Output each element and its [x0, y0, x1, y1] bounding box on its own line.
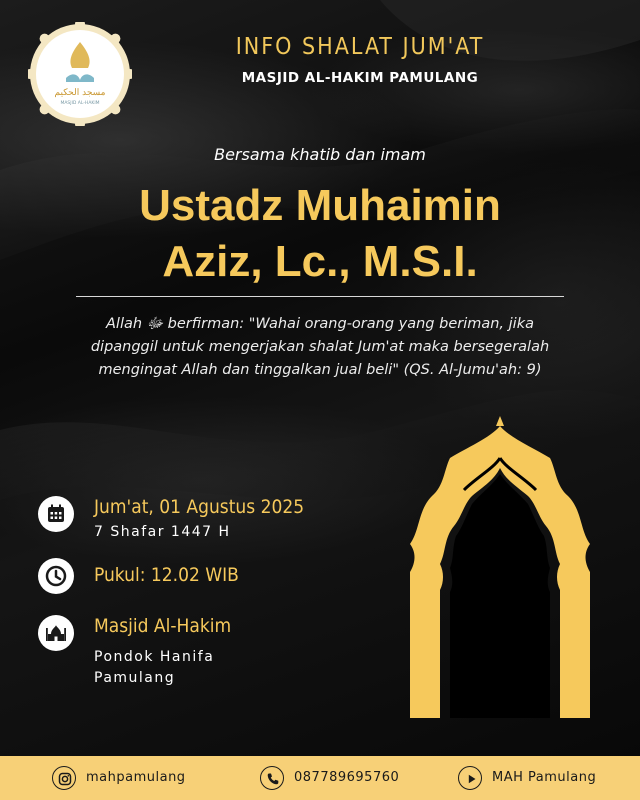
quote-line-3: mengingat Allah dan tinggalkan jual beli" (QS. Al-Jumu'ah: 9)	[98, 362, 542, 378]
logo-latin-text: MASJID AL-HAKIM	[60, 101, 100, 106]
calendar-icon	[38, 496, 74, 532]
youtube-channel: MAH Pamulang	[492, 770, 597, 785]
quote-line-1: Allah ﷻ berfirman: "Wahai orang-orang yang beriman, jika	[106, 316, 534, 332]
footer-bar	[0, 756, 640, 800]
phone-icon	[260, 766, 284, 790]
address-text	[94, 647, 214, 689]
phone-number: 087789695760	[294, 770, 400, 785]
speaker-name	[40, 178, 600, 290]
speaker-name-line1: Ustadz Muhaimin	[139, 181, 501, 230]
header-subtitle: MASJID AL-HAKIM PAMULANG	[241, 70, 479, 86]
arch-anchor	[400, 412, 402, 414]
place-text: Masjid Al-Hakim	[94, 615, 232, 637]
quote-line-2: dipanggil untuk mengerjakan shalat Jum'at maka bersegeralah	[90, 339, 550, 355]
clock-icon	[38, 558, 74, 594]
instagram-icon	[52, 766, 76, 790]
masjid-logo	[28, 22, 132, 126]
youtube-icon	[458, 766, 482, 790]
address-line-1: Pondok Hanifa	[94, 649, 215, 665]
mosque-arch-illustration	[400, 412, 600, 722]
speaker-name-line2: Aziz, Lc., M.S.I.	[162, 237, 478, 286]
khatib-intro: Bersama khatib dan imam	[214, 145, 426, 164]
instagram-handle: mahpamulang	[86, 770, 186, 785]
time-text: Pukul: 12.02 WIB	[94, 564, 239, 586]
hijri-date-text: 7 Shafar 1447 H	[94, 524, 231, 540]
date-text: Jum'at, 01 Agustus 2025	[94, 496, 305, 518]
address-line-2: Pamulang	[94, 670, 176, 686]
logo-arabic-text: مسجد الحكيم	[54, 88, 106, 98]
quran-quote	[60, 313, 580, 382]
mosque-icon	[38, 615, 74, 651]
divider	[76, 296, 564, 297]
header-title: INFO SHALAT JUM'AT	[235, 34, 485, 60]
